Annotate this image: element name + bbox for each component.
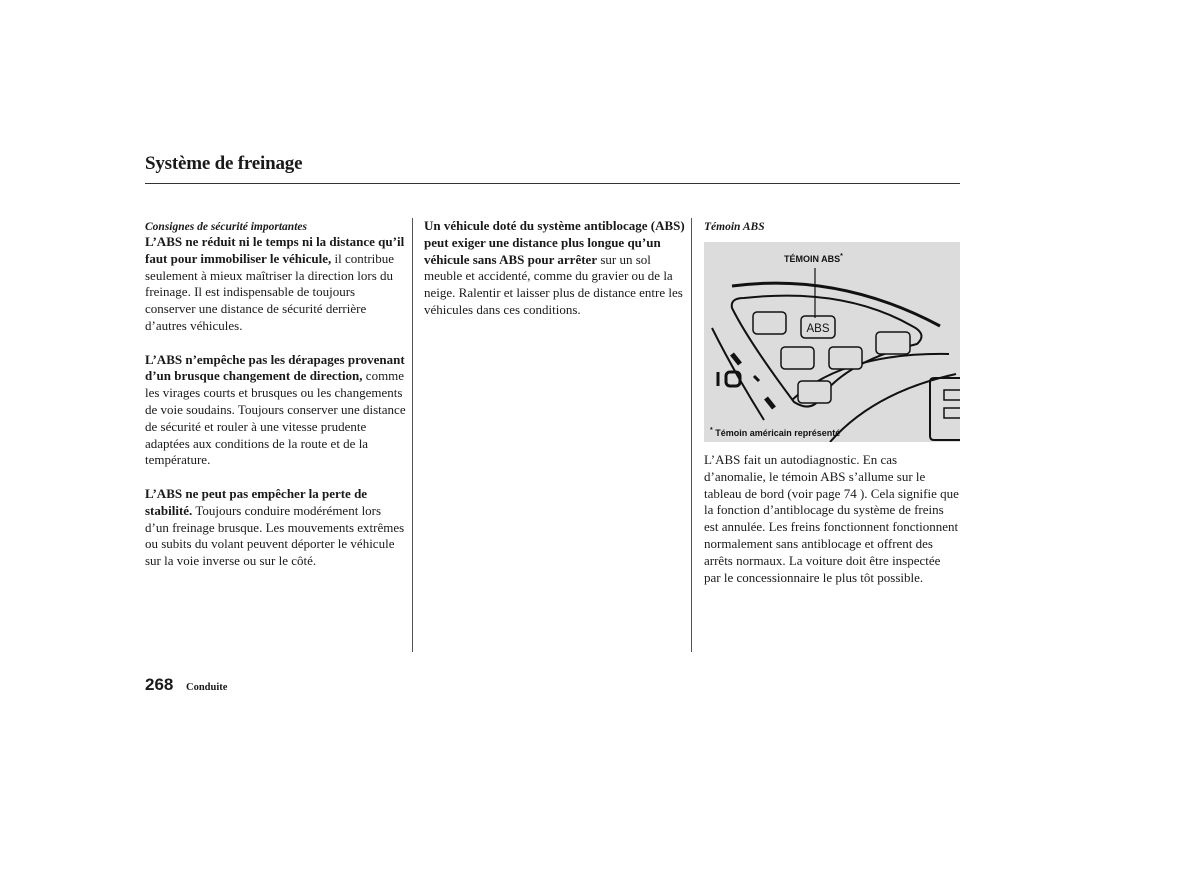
page-number: 268 [145,675,174,694]
figure-note-marker: * [710,427,713,434]
paragraph-1 [145,234,407,335]
page-title: Système de freinage [145,153,303,174]
paragraph-2-bold: L’ABS n’empêche pas les dérapages provenant d’un brusque changement de direction, [145,351,405,384]
column-divider-2 [691,218,692,652]
subheading-safety: Consignes de sécurité importantes [145,221,307,233]
paragraph-3 [145,486,407,570]
paragraph-3-text: Toujours conduire modérément lors d’un freinage brusque. Les mouvements extrêmes ou subits du volant peuvent déporter le véhicule sur la voie inverse ou sur le côté. [145,502,405,569]
paragraph-2 [145,352,407,470]
figure-label [784,249,843,268]
paragraph-4-text: sur un sol meuble et accidenté, comme du gravier ou de la neige. Ralentir et laisser plus de distance entre les véhicules dans ces conditions. [424,251,683,317]
column-2 [424,218,686,319]
figure-note-text: Témoin américain représenté [715,428,841,438]
column-3 [704,220,960,586]
abs-indicator-figure [704,242,960,442]
section-name: Conduite [186,682,228,693]
paragraph-1-bold: L’ABS ne réduit ni le temps ni la distance qu’il faut pour immobiliser le véhicule, [145,234,405,266]
paragraph-2-text: comme les virages courts et brusques ou les changements de voie soudains. Toujours conserver une distance de sécurité et rouler à une vitesse prudente adaptées aux conditions de la route et de la température. [145,368,406,468]
subheading-abs-indicator: Témoin ABS [704,221,765,233]
paragraph-5: L’ABS fait un autodiagnostic. En cas d’anomalie, le témoin ABS s’allume sur le tableau de bord (voir page 74 ). Cela signifie que la fonction d’antiblocage du système de freins est annulée. Les freins fonctionnent fonctionnent normalement sans antiblocage et offrent des arrêts normaux. La voiture doit être inspectée par le concessionnaire le plus tôt possible. [704,452,959,585]
column-divider-1 [412,218,413,652]
paragraph-3-bold: L’ABS ne peut pas empêcher la perte de stabilité. [145,485,368,518]
dashboard-illustration [704,242,960,442]
paragraph-4 [424,218,686,319]
abs-indicator-text: ABS [806,323,830,335]
column-1 [145,220,407,570]
paragraph-1-text: il contribue seulement à mieux maîtriser la direction lors du freinage. Il est indispensable de toujours conserver une distance de sécurité derrière d’autres véhicules. [145,250,395,333]
figure-note [710,423,840,442]
figure-label-text: TÉMOIN ABS [784,254,841,264]
title-rule [145,183,960,184]
paragraph-4-bold: Un véhicule doté du système antiblocage (ABS) peut exiger une distance plus longue qu’un véhicule sans ABS pour arrêter [424,218,685,267]
figure-label-marker: * [840,253,843,260]
